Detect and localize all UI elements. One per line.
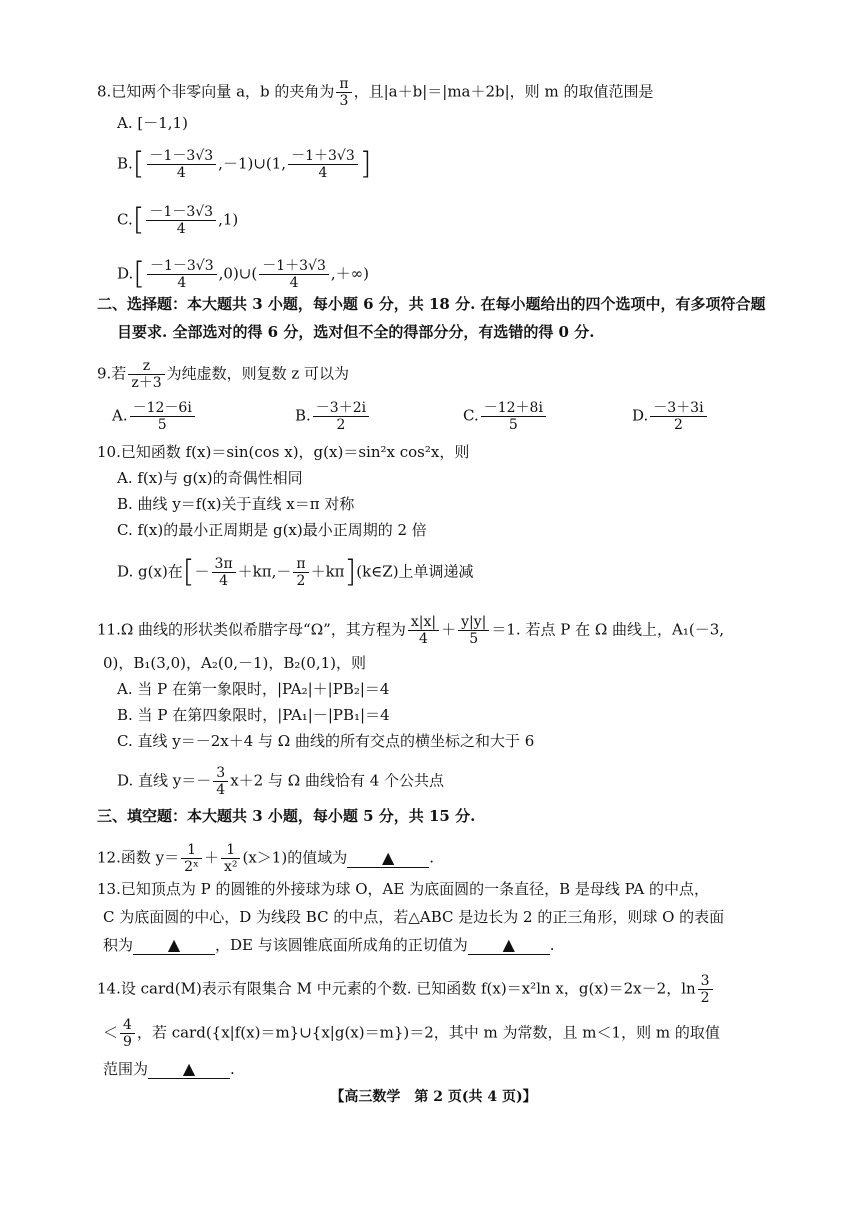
numerator: －12－6i: [130, 400, 195, 417]
q8-angle-denominator: 3: [339, 93, 349, 109]
q10-d-middle: ＋kπ,－: [237, 562, 292, 581]
section3-heading: 三、填空题：本大题共 3 小题，每小题 5 分，共 15 分.: [97, 807, 476, 825]
numerator: y|y|: [458, 614, 489, 631]
q11-option-d: [117, 765, 444, 798]
triangle-icon: ▲: [182, 1059, 196, 1078]
numerator: －12＋8i: [481, 400, 546, 417]
q9-option-b: [295, 400, 371, 433]
numerator: －3＋2i: [313, 400, 369, 417]
q8-b-middle: ,－1)∪(1,: [218, 154, 287, 173]
numerator: －1＋3√3: [259, 258, 329, 275]
q12-stem: [97, 842, 434, 875]
denominator: 2: [336, 417, 346, 433]
numerator: －1－3√3: [147, 258, 217, 275]
q12-answer-blank[interactable]: [347, 849, 429, 868]
q10-d-frac2: [293, 556, 308, 589]
numerator: 1: [181, 842, 202, 859]
q11-d-part2: x＋2 与 Ω 曲线恰有 4 个公共点: [230, 771, 445, 790]
q14-line3: [103, 1058, 235, 1080]
denominator: 4: [219, 573, 229, 589]
denominator: 5: [469, 631, 479, 647]
bracket-close: ]: [344, 554, 357, 590]
q11-stem-line2: 0)，B₁(3,0)，A₂(0,－1)，B₂(0,1)，则: [103, 654, 366, 672]
denominator: 4: [216, 782, 226, 798]
denominator: 5: [508, 417, 518, 433]
q10-d-tail: (k∈Z)上单调递减: [356, 562, 474, 581]
period: .: [429, 848, 434, 867]
denominator: 2: [673, 417, 683, 433]
q8-angle-numerator: π: [336, 76, 351, 93]
q11-frac2: [458, 614, 489, 647]
q14-line2: [103, 1017, 720, 1050]
q10-d-frac1: [212, 556, 236, 589]
page-footer: 【高三数学 第 2 页(共 4 页)】: [330, 1089, 537, 1105]
bracket-close: ]: [359, 146, 372, 182]
q8-option-c: [117, 204, 238, 237]
q11-option-b: B. 当 P 在第四象限时，|PA₁|－|PB₁|＝4: [117, 706, 390, 724]
bracket-open: [: [182, 554, 195, 590]
q8-angle-fraction: [336, 76, 351, 109]
numerator: －1－3√3: [146, 204, 216, 221]
q10-option-a: A. f(x)与 g(x)的奇偶性相同: [117, 469, 303, 487]
q9-c-frac: [481, 400, 546, 433]
q13-line3-part1: 积为: [103, 936, 134, 954]
q14-line3-text: 范围为: [103, 1060, 149, 1078]
q9-option-a: [112, 400, 197, 433]
triangle-icon: ▲: [382, 847, 395, 867]
bracket-open: [: [132, 202, 145, 238]
q11-stem-part2: ＝1. 若点 P 在 Ω 曲线上，A₁(－3,: [491, 620, 725, 639]
q14-answer-blank[interactable]: [148, 1060, 230, 1079]
q10-option-c: C. f(x)的最小正周期是 g(x)最小正周期的 2 倍: [117, 521, 427, 539]
bracket-open: [: [133, 256, 145, 292]
denominator: 4: [419, 631, 428, 647]
q8-option-d-label: D.: [117, 264, 134, 283]
option-label: D.: [632, 406, 649, 425]
denominator: 4: [289, 275, 299, 291]
q11-frac1: [408, 614, 439, 647]
q9-stem: [97, 358, 349, 391]
option-label: B.: [295, 406, 311, 425]
q10-stem: 10.已知函数 f(x)＝sin(cos x)，g(x)＝sin²x cos²x，则: [97, 443, 470, 461]
numerator: x|x|: [408, 614, 439, 631]
q13-line2: C 为底面圆的中心，D 为线段 BC 的中点，若△ABC 是边长为 2 的正三角形，则球 O 的表面: [103, 908, 725, 926]
q13-answer-blank-1[interactable]: [133, 936, 215, 955]
denominator: z＋3: [131, 375, 162, 391]
q14-line2-text: ，若 card({x|f(x)＝m}∪{x|g(x)＝m})＝2，其中 m 为常数，且 m＜1，则 m 的取值: [136, 1023, 720, 1042]
period: .: [549, 936, 555, 954]
q8-d-frac1: [147, 258, 217, 291]
denominator: 2: [296, 573, 306, 589]
q9-option-d: [632, 400, 709, 433]
q10-option-d: [117, 556, 474, 589]
denominator: 2: [700, 990, 710, 1006]
numerator: －3＋3i: [650, 400, 706, 417]
q9-stem-part2: 为纯虚数，则复数 z 可以为: [166, 364, 350, 383]
q14-ln-frac: [698, 973, 713, 1006]
q8-option-a: A. [－1,1): [117, 114, 188, 132]
q8-d-frac2: [259, 258, 329, 291]
q11-d-frac: [213, 765, 228, 798]
q8-option-b-label: B.: [117, 154, 133, 173]
q11-stem-part1: 11.Ω 曲线的形状类似希腊字母“Ω”，其方程为: [97, 620, 406, 639]
denominator: 2ˣ: [184, 859, 199, 875]
numerator: 4: [120, 1017, 135, 1034]
less-than-sign: ＜: [103, 1023, 119, 1042]
q10-option-b: B. 曲线 y＝f(x)关于直线 x＝π 对称: [117, 495, 355, 513]
triangle-icon: ▲: [502, 935, 515, 954]
numerator: 3π: [212, 556, 236, 573]
q8-c-tail: ,1): [218, 210, 239, 229]
q8-stem: [97, 76, 653, 109]
q9-stem-part1: 9.若: [97, 364, 127, 383]
q14-frac: [120, 1017, 135, 1050]
q10-d-middle2: ＋kπ: [310, 562, 345, 581]
q13-answer-blank-2[interactable]: [468, 936, 550, 955]
numerator: －1－3√3: [147, 148, 217, 165]
denominator: 5: [157, 417, 167, 433]
q8-c-frac: [146, 204, 216, 237]
q12-frac2: [221, 842, 241, 875]
numerator: 1: [221, 842, 241, 859]
q9-fraction: [128, 358, 164, 391]
q14-line1: [97, 973, 715, 1006]
q13-line3-part2: ，DE 与该圆锥底面所成角的正切值为: [215, 936, 468, 954]
plus-sign: ＋: [203, 848, 219, 867]
denominator: 4: [176, 165, 186, 181]
denominator: 4: [176, 221, 186, 237]
q8-stem-part1: 8.已知两个非零向量 a，b 的夹角为: [97, 82, 335, 101]
q9-option-c: [463, 400, 548, 433]
plus-sign: ＋: [441, 620, 457, 639]
section2-heading: 二、选择题：本大题共 3 小题，每小题 6 分，共 18 分. 在每小题给出的四个选项中，有多项符合题: [97, 295, 766, 313]
option-label: C.: [463, 406, 479, 425]
q10-d-part1: D. g(x)在: [117, 562, 183, 581]
q11-option-a: A. 当 P 在第一象限时，|PA₂|＋|PB₂|＝4: [117, 680, 390, 698]
numerator: －1＋3√3: [288, 148, 358, 165]
q11-stem: [97, 614, 724, 647]
numerator: z: [128, 358, 164, 375]
numerator: π: [293, 556, 308, 573]
option-label: A.: [112, 406, 128, 425]
q13-line1: 13.已知顶点为 P 的圆锥的外接球为球 O，AE 为底面圆的一条直径，B 是母线 PA 的中点，: [97, 880, 709, 898]
q8-stem-part2: ，且|a＋b|＝|ma＋2b|，则 m 的取值范围是: [353, 82, 654, 101]
section2-heading-line2: 目要求. 全部选对的得 6 分，选对但不全的得部分分，有选错的得 0 分.: [117, 323, 595, 341]
q12-frac1: [181, 842, 202, 875]
q12-stem-part2: (x＞1)的值域为: [242, 848, 348, 867]
denominator: 9: [123, 1034, 132, 1050]
numerator: 3: [698, 973, 713, 990]
q9-d-frac: [650, 400, 706, 433]
q11-option-c: C. 直线 y＝－2x＋4 与 Ω 曲线的所有交点的横坐标之和大于 6: [117, 732, 535, 750]
q8-option-d: [117, 258, 369, 291]
q8-b-frac2: [288, 148, 358, 181]
triangle-icon: ▲: [167, 935, 181, 954]
period: .: [230, 1060, 235, 1078]
q8-option-b: [117, 148, 371, 181]
q8-option-c-label: C.: [117, 210, 133, 229]
q8-d-middle: ,0)∪(: [218, 264, 258, 283]
q8-d-tail: ,＋∞): [330, 264, 370, 283]
denominator: x²: [223, 859, 238, 875]
q9-b-frac: [313, 400, 369, 433]
q9-a-frac: [130, 400, 195, 433]
q13-line3: [103, 934, 555, 956]
q14-line1-text: 14.设 card(M)表示有限集合 M 中元素的个数. 已知函数 f(x)＝x²ln x，g(x)＝2x－2，ln: [97, 979, 696, 998]
bracket-open: [: [132, 146, 145, 182]
numerator: 3: [213, 765, 228, 782]
q12-stem-part1: 12.函数 y＝: [97, 848, 180, 867]
q11-d-part1: D. 直线 y＝－: [117, 771, 212, 790]
denominator: 4: [177, 275, 187, 291]
denominator: 4: [318, 165, 328, 181]
q8-b-frac1: [147, 148, 217, 181]
minus-sign: －: [194, 562, 210, 581]
